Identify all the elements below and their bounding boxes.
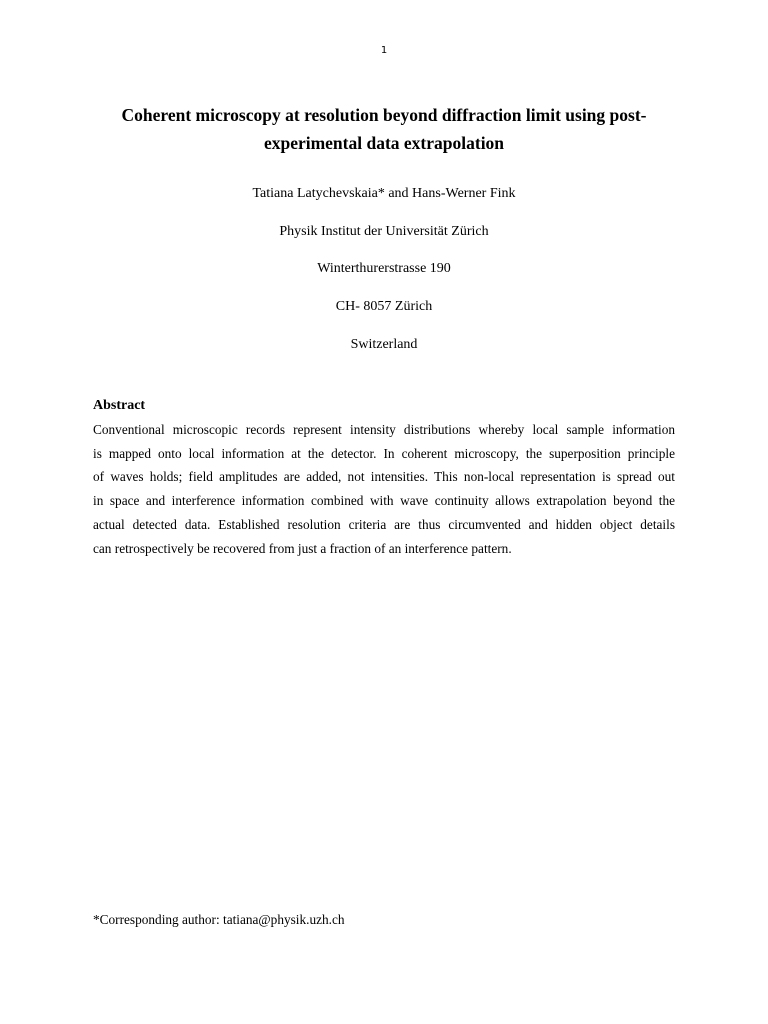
paper-title [93, 101, 675, 157]
abstract-line: can retrospectively be recovered from just a fraction of an interference pattern. [93, 540, 512, 556]
abstract-heading: Abstract [93, 398, 146, 413]
title-line-1: Coherent microscopy at resolution beyond diffraction limit using post- [121, 105, 647, 125]
affiliation-city: CH- 8057 Zürich [335, 299, 433, 314]
abstract-body [93, 418, 675, 560]
affiliation-street: Winterthurerstrasse 190 [317, 261, 451, 276]
author-list: Tatiana Latychevskaia* and Hans-Werner Fink [252, 186, 516, 201]
abstract-line: in space and interference information combined with wave continuity allows extrapolation beyond the [93, 493, 675, 509]
abstract-line: of waves holds; field amplitudes are added, not intensities. This non-local representation is spread out [93, 469, 675, 485]
affiliation-country: Switzerland [350, 337, 418, 352]
abstract-line: Conventional microscopic records represent intensity distributions whereby local sample information [93, 422, 675, 437]
title-line-2: experimental data extrapolation [263, 133, 505, 153]
abstract-line: actual detected data. Established resolution criteria are thus circumvented and hidden object details [93, 516, 675, 532]
abstract-line: is mapped onto local information at the detector. In coherent microscopy, the superposition principle [93, 445, 675, 461]
affiliation-institute: Physik Institut der Universität Zürich [279, 224, 489, 239]
page-number: 1 [380, 45, 388, 56]
corresponding-author-footnote: *Corresponding author: tatiana@physik.uzh.ch [93, 912, 345, 927]
